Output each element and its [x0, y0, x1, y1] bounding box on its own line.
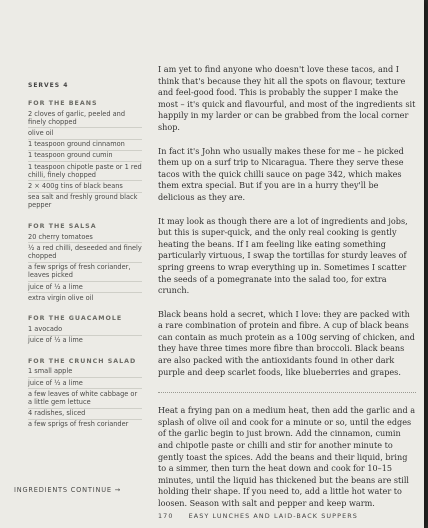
ingredient-item: juice of ½ a lime [28, 282, 142, 293]
serves-label: SERVES 4 [28, 82, 69, 89]
ingredient-item: juice of ½ a lime [28, 336, 83, 345]
ingredient-item: 2 cloves of garlic, peeled and finely chopped [28, 109, 142, 128]
section-heading: FOR THE BEANS [28, 100, 98, 107]
section-heading: FOR THE GUACAMOLE [28, 315, 123, 323]
intro-paragraph: It may look as though there are a lot of ingredients and jobs, but this is super-quick, and the only real cooking is gently heating the beans. If I am feeling like eating something particularly virtuous, I swap the tortillas for sturdy leaves of spring greens to wrap everything up in. Sometimes I scatter the seeds of a pomegranate into the salad too, for extra crunch. [158, 215, 408, 296]
intro-paragraph: Black beans hold a secret, which I love: they are packed with a rare combination of protein and fibre. A cup of black beans can contain as much protein as a 100g serving of chicken, and they have three times more fibre than broccoli. Black beans are also packed with the antioxidants found in other dark purple and deep scarlet foods, like blueberries and grapes. [158, 308, 415, 377]
ingredient-item: 2 × 400g tins of black beans [28, 181, 142, 192]
ingredient-item: 4 radishes, sliced [28, 409, 142, 420]
ingredient-item: 1 small apple [28, 367, 142, 378]
ingredient-item: extra virgin olive oil [28, 293, 94, 302]
section-heading: FOR THE SALSA [28, 223, 97, 231]
ingredient-item: a few sprigs of fresh coriander [28, 420, 129, 429]
ingredient-section-crunch-salad [28, 358, 142, 430]
intro-paragraph: I am yet to find anyone who doesn't love these tacos, and I think that's because they hit all the spots on flavour, texture and feel-good food. This is probably the supper I make the most – it's quick and flavourful, and most of the ingredients sit happily in my larder or can be grabbed from the local corner shop. [158, 64, 416, 132]
page-footer [158, 512, 358, 520]
intro-paragraph: In fact it's John who usually makes these for me – he picked them up on a surf trip to Nicaragua. There they serve these tacos with the quick chilli sauce on page 342, which makes them extra special. But if you are in a hurry they'll be delicious as they are. [158, 145, 404, 202]
ingredient-item: 20 cherry tomatoes [28, 232, 142, 243]
section-heading: FOR THE CRUNCH SALAD [28, 357, 137, 365]
recipe-body [158, 64, 416, 510]
chapter-title: EASY LUNCHES AND LAID-BACK SUPPERS [188, 512, 358, 520]
ingredient-item: a few sprigs of fresh coriander, leaves picked [28, 263, 142, 282]
ingredient-section-guacamole [28, 315, 142, 345]
ingredient-item: olive oil [28, 128, 142, 139]
ingredient-item: 1 teaspoon ground cinnamon [28, 140, 142, 151]
ingredient-item: ½ a red chilli, deseeded and finely chopped [28, 243, 142, 262]
ingredient-item: 1 teaspoon ground cumin [28, 151, 142, 162]
page-number: 170 [158, 512, 174, 520]
ingredient-item: 1 teaspoon chipotle paste or 1 red chilli, finely chopped [28, 162, 142, 181]
method-text: Heat a frying pan on a medium heat, then add the garlic and a splash of olive oil and cook for a minute or so, until the edges of the garlic begin to just brown. Add the cinnamon, cumin and chipotle paste or chilli and stir for another minute to gently toast the spices. Add the beans and their liquid, bring to a simmer, then turn the heat down and cook for 10–15 minutes, until the liquid has thickened but the beans are still holding their shape. If you need to, add a little hot water to loosen. Season with salt and pepper and keep warm. [158, 405, 416, 508]
ingredient-item: a few leaves of white cabbage or a little gem lettuce [28, 389, 142, 408]
ingredients-continue-note: INGREDIENTS CONTINUE → [14, 486, 122, 494]
ingredients-sidebar [14, 82, 142, 430]
ingredient-item: juice of ½ a lime [28, 378, 142, 389]
ingredient-section-salsa [28, 223, 142, 303]
ingredient-item: 1 avocado [28, 324, 142, 335]
ingredient-section-beans [28, 100, 142, 211]
section-divider [158, 392, 416, 393]
ingredient-item: sea salt and freshly ground black pepper [28, 193, 138, 210]
